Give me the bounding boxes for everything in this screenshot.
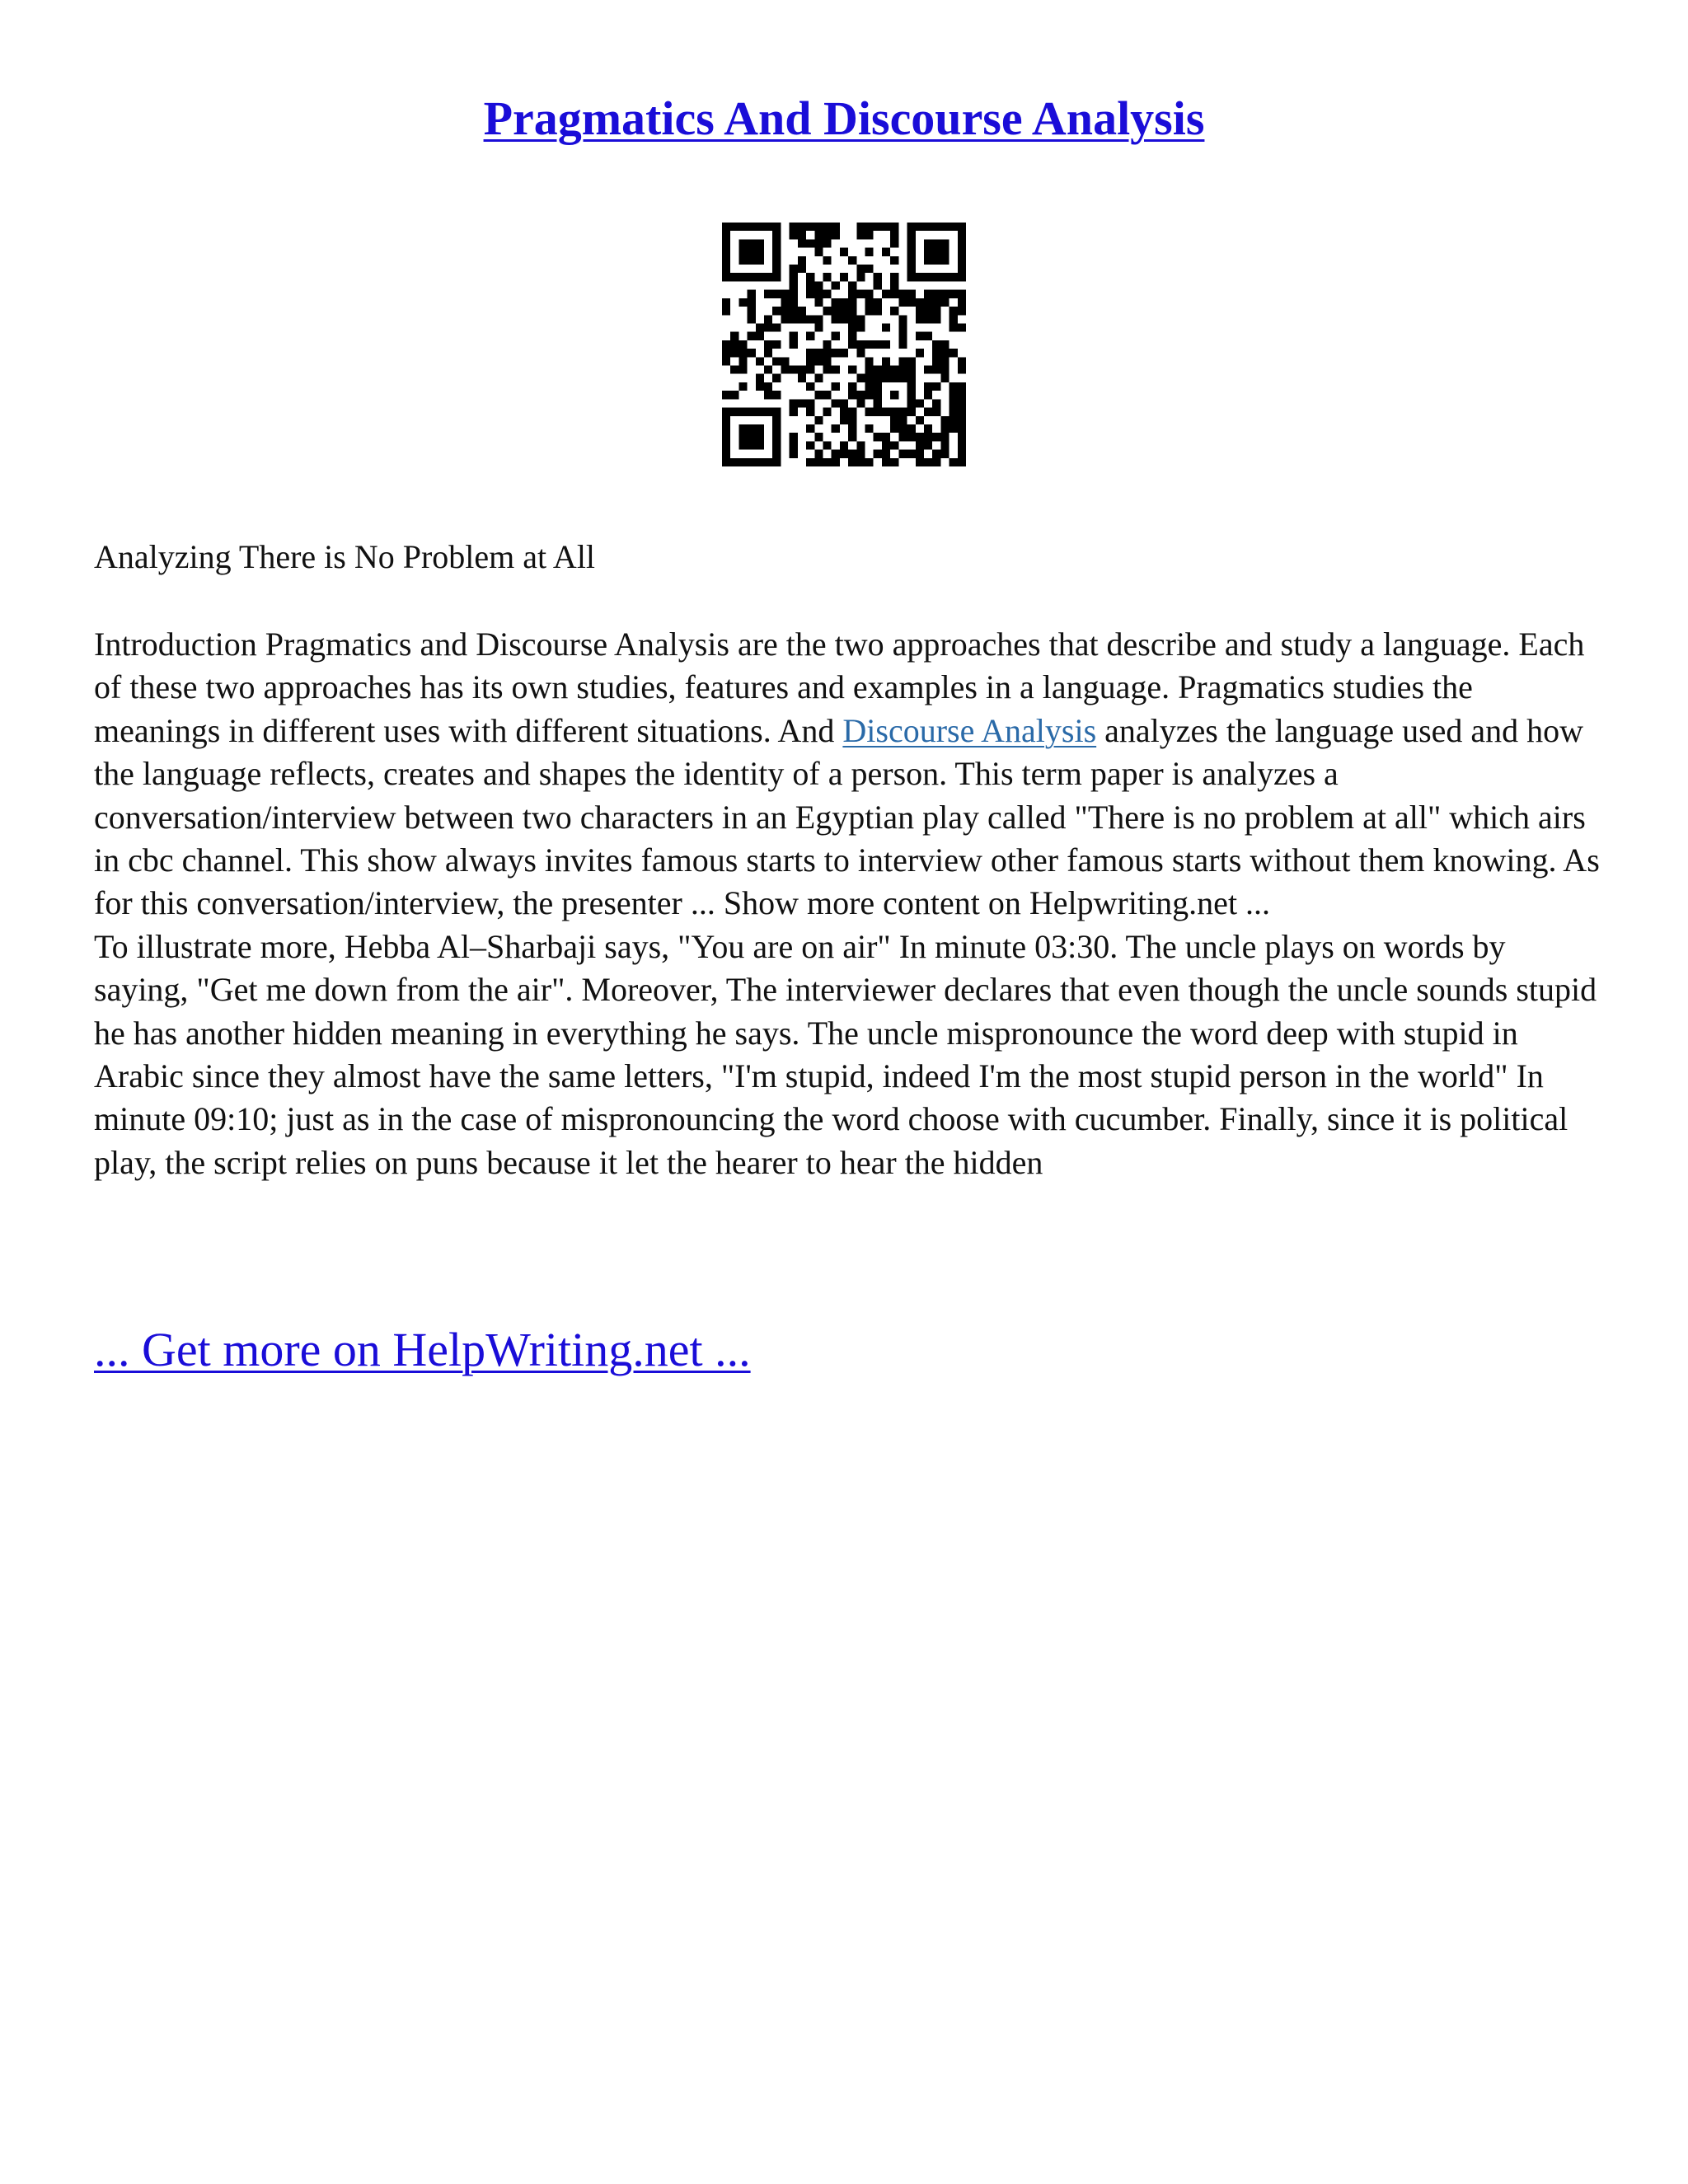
paragraph-introduction: [94, 623, 1602, 926]
paragraph-intro-text: Introduction Pragmatics and Discourse Analysis are the two approaches that describe and study a language. Each of these two approaches has its own studies, features and examples in a language. Pragmatics studies the meanings in different uses with different situations. And: [94, 626, 1585, 749]
qr-code-icon: [722, 223, 966, 466]
paragraph-intro-text-continued: analyzes the language used and how the language reflects, creates and shapes the identity of a person. This term paper is analyzes a conversation/interview between two characters in an Egyptian play called "There is no problem at all" which airs in cbc channel. This show always invites famous starts to interview other famous starts without them knowing. As for this conversation/interview, the presenter ... Show more content on Helpwriting.net ...: [94, 711, 1600, 922]
get-more-link-container: [94, 1317, 751, 1383]
document-body: [94, 623, 1602, 1184]
document-subtitle: Analyzing There is No Problem at All: [94, 538, 596, 575]
title-link[interactable]: Pragmatics And Discourse Analysis: [483, 91, 1205, 145]
get-more-link[interactable]: ... Get more on HelpWriting.net ...: [94, 1323, 751, 1376]
page-title: [0, 86, 1688, 152]
discourse-analysis-link[interactable]: Discourse Analysis: [842, 711, 1097, 749]
qr-code-modules: [722, 223, 966, 466]
paragraph-illustration: To illustrate more, Hebba Al–Sharbaji says, "You are on air" In minute 03:30. The uncle plays on words by saying, "Get me down from the air". Moreover, The interviewer declares that even though the uncle sounds stupid he has another hidden meaning in everything he says. The uncle mispronounce the word deep with stupid in Arabic since they almost have the same letters, "I'm stupid, indeed I'm the most stupid person in the world" In minute 09:10; just as in the case of mispronouncing the word choose with cucumber. Finally, since it is political play, the script relies on puns because it let the hearer to hear the hidden: [94, 927, 1597, 1181]
